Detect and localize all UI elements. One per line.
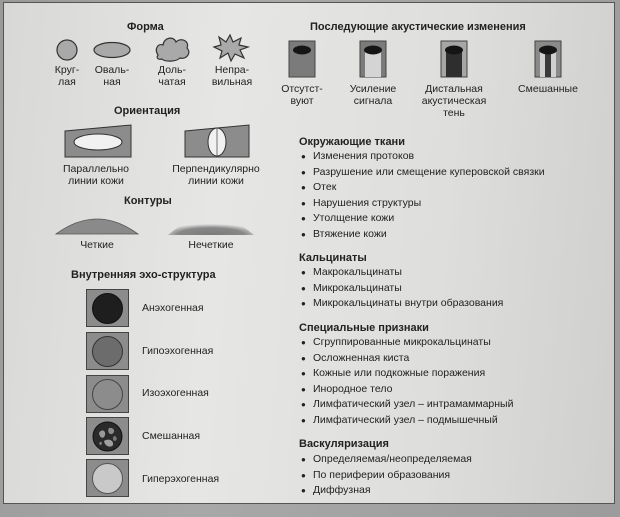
isoechoic-icon — [92, 379, 123, 410]
complex-echo-box — [86, 417, 129, 455]
complex-echo-icon — [92, 421, 123, 452]
orientation-title: Ориентация — [114, 105, 181, 117]
special-title: Специальные признаки — [299, 322, 429, 334]
perpendicular-orientation-icon — [183, 123, 251, 159]
echo-label-hyperechoic: Гиперэхогенная — [142, 473, 220, 485]
posterior-label-shadowing: Дистальная акустическая тень — [421, 83, 487, 119]
hyperechoic-box — [86, 459, 129, 497]
hyperechoic-icon — [92, 463, 123, 494]
hypoechoic-box — [86, 332, 129, 370]
margin-label-indistinct: Нечеткие — [188, 239, 234, 251]
anechoic-box — [86, 289, 129, 327]
shape-label-round: Круг- лая — [54, 64, 80, 88]
calcifications-title: Кальцинаты — [299, 252, 367, 264]
indistinct-margin-icon — [168, 208, 254, 236]
lobulated-shape-icon — [152, 33, 194, 63]
isoechoic-box — [86, 375, 129, 413]
list-item: ● Нарушения структуры — [301, 196, 545, 212]
list-item: ● Лимфатический узел – интрамаммарный — [301, 397, 513, 413]
shape-label-lobulated: Доль- чатая — [158, 64, 186, 88]
no-posterior-features-icon — [288, 40, 316, 78]
echo-title: Внутренняя эхо-структура — [71, 269, 216, 281]
irregular-shape-icon — [211, 33, 251, 63]
anechoic-icon — [92, 293, 123, 324]
margin-label-circumscribed: Четкие — [80, 239, 114, 251]
posterior-label-combined: Смешанные — [518, 83, 578, 95]
shape-title: Форма — [127, 21, 164, 33]
surrounding-list — [301, 149, 545, 242]
calcifications-list — [301, 265, 503, 312]
round-shape-icon — [54, 39, 80, 61]
echo-label-isoechoic: Изоэхогенная — [142, 387, 209, 399]
shape-label-oval: Оваль- ная — [94, 64, 130, 88]
list-item: ● Разрушение или смещение куперовской связки — [301, 165, 545, 181]
list-item: ● Макрокальцинаты — [301, 265, 503, 281]
echo-label-anechoic: Анэхогенная — [142, 302, 204, 314]
orientation-label-parallel: Параллельно линии кожи — [62, 163, 130, 187]
orientation-label-perpendicular: Перпендикулярно линии кожи — [172, 163, 260, 187]
list-item: ● Изменения протоков — [301, 149, 545, 165]
shape-label-irregular: Непра- вильная — [211, 64, 253, 88]
list-item: ● Втяжение кожи — [301, 227, 545, 243]
oval-shape-icon — [92, 41, 132, 59]
list-item: ● Определяемая/неопределяемая — [301, 452, 472, 468]
shadowing-icon — [440, 40, 468, 78]
list-item: ● Инородное тело — [301, 382, 513, 398]
list-item: ● Диффузная — [301, 483, 472, 499]
list-item: ● Микрокальцинаты внутри образования — [301, 296, 503, 312]
list-item: ● Сгруппированные микрокальцинаты — [301, 335, 513, 351]
special-list — [301, 335, 513, 428]
list-item: ● Кожные или подкожные поражения — [301, 366, 513, 382]
echo-label-hypoechoic: Гипоэхогенная — [142, 345, 214, 357]
reference-table — [3, 2, 615, 504]
surrounding-title: Окружающие ткани — [299, 136, 405, 148]
enhancement-icon — [359, 40, 387, 78]
circumscribed-margin-icon — [54, 210, 140, 236]
parallel-orientation-icon — [63, 123, 133, 159]
list-item: ● Утолщение кожи — [301, 211, 545, 227]
list-item: ● Осложненная киста — [301, 351, 513, 367]
hypoechoic-icon — [92, 336, 123, 367]
vascularity-title: Васкуляризация — [299, 438, 389, 450]
margins-title: Контуры — [124, 195, 172, 207]
combined-pattern-icon — [534, 40, 562, 78]
posterior-label-none: Отсутст- вуют — [281, 83, 323, 107]
echo-label-complex: Смешанная — [142, 430, 201, 442]
posterior-title: Последующие акустические изменения — [310, 21, 526, 33]
list-item: ● Лимфатический узел – подмышечный — [301, 413, 513, 429]
vascularity-list — [301, 452, 472, 499]
posterior-label-enhancement: Усиление сигнала — [349, 83, 397, 107]
list-item: ● Отек — [301, 180, 545, 196]
list-item: ● По периферии образования — [301, 468, 472, 484]
list-item: ● Микрокальцинаты — [301, 281, 503, 297]
